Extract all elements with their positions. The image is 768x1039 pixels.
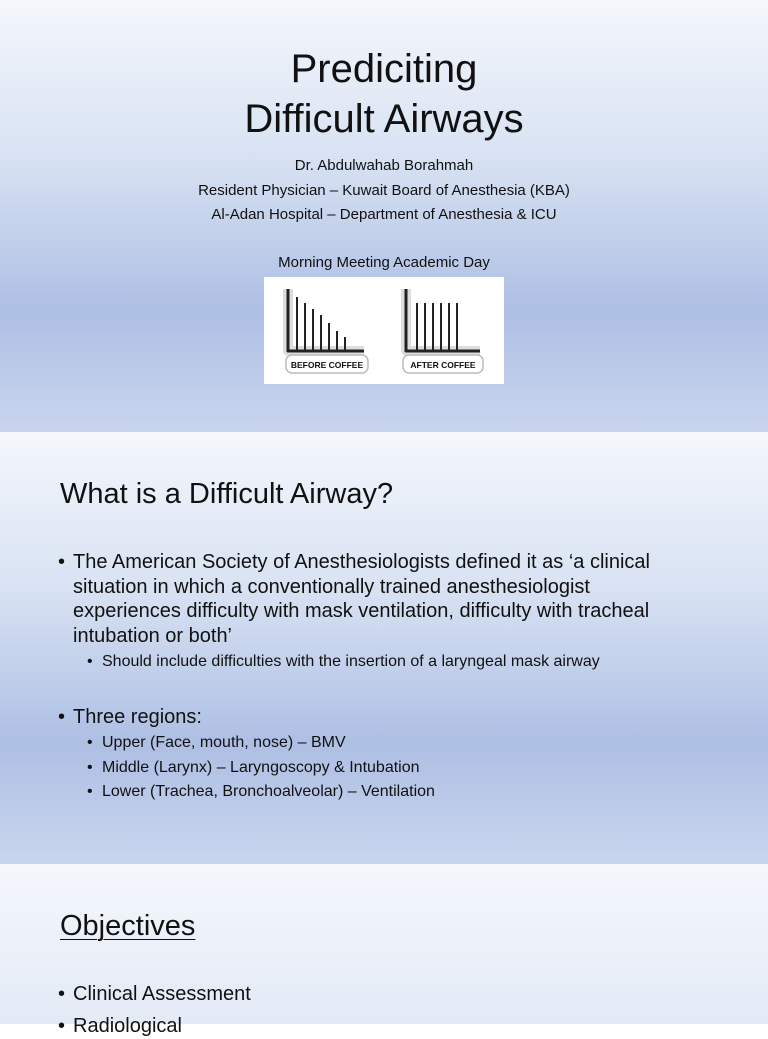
sub-bullet-middle [87, 756, 420, 780]
bullet-icon: • [58, 706, 66, 728]
sub-bullet-text: Upper (Face, mouth, nose) – BMV [102, 734, 346, 751]
coffee-cartoon-image [264, 277, 504, 384]
title-line-1: Prediciting [290, 47, 478, 91]
bullet-three-regions [58, 705, 703, 730]
sub-bullet-lower [87, 780, 435, 804]
bullet-clinical-assessment [58, 982, 703, 1007]
after-coffee-icon [406, 289, 480, 351]
title-line-2: Difficult Airways [244, 97, 524, 141]
bullet-text: Three regions: [73, 706, 202, 728]
bullet-icon: • [87, 653, 93, 670]
meeting-name: Morning Meeting Academic Day [278, 254, 490, 271]
sub-bullet-upper [87, 731, 346, 755]
bullet-icon: • [58, 983, 66, 1005]
after-coffee-label: AFTER COFFEE [410, 360, 476, 370]
sub-bullet-text: Lower (Trachea, Bronchoalveolar) – Ventilation [102, 783, 435, 800]
slide-title [0, 44, 768, 144]
slide-heading: Objectives [60, 910, 196, 942]
bullet-icon: • [58, 1015, 66, 1037]
author-name: Dr. Abdulwahab Borahmah [294, 157, 474, 174]
bullet-icon: • [58, 551, 66, 573]
bullet-text: Clinical Assessment [73, 983, 251, 1005]
sub-bullet-text: Middle (Larynx) – Laryngoscopy & Intubation [102, 759, 420, 776]
sub-bullet-text: Should include difficulties with the insertion of a laryngeal mask airway [102, 653, 600, 670]
coffee-cartoon-svg [264, 277, 504, 384]
author-role: Resident Physician – Kuwait Board of Anesthesia (KBA) [198, 182, 570, 199]
before-coffee-icon [288, 289, 364, 351]
bullet-text: Radiological [73, 1015, 182, 1037]
definition-slide [0, 432, 768, 864]
bullet-icon: • [87, 783, 93, 800]
bullet-radiological [58, 1014, 703, 1039]
before-coffee-label: BEFORE COFFEE [290, 360, 364, 370]
bullet-text: The American Society of Anesthesiologists defined it as ‘a clinical situation in which a conventionally trained anesthesiologist experiences difficulty with mask ventilation, difficulty with tracheal intubation or both’ [73, 551, 650, 647]
bullet-asa-definition [58, 550, 703, 648]
bullet-icon: • [87, 734, 93, 751]
author-hospital: Al-Adan Hospital – Department of Anesthesia & ICU [211, 206, 557, 223]
slide-heading: What is a Difficult Airway? [60, 478, 394, 510]
bullet-icon: • [87, 759, 93, 776]
sub-bullet-lma [87, 650, 600, 674]
title-slide [0, 0, 768, 432]
objectives-slide [0, 864, 768, 1037]
